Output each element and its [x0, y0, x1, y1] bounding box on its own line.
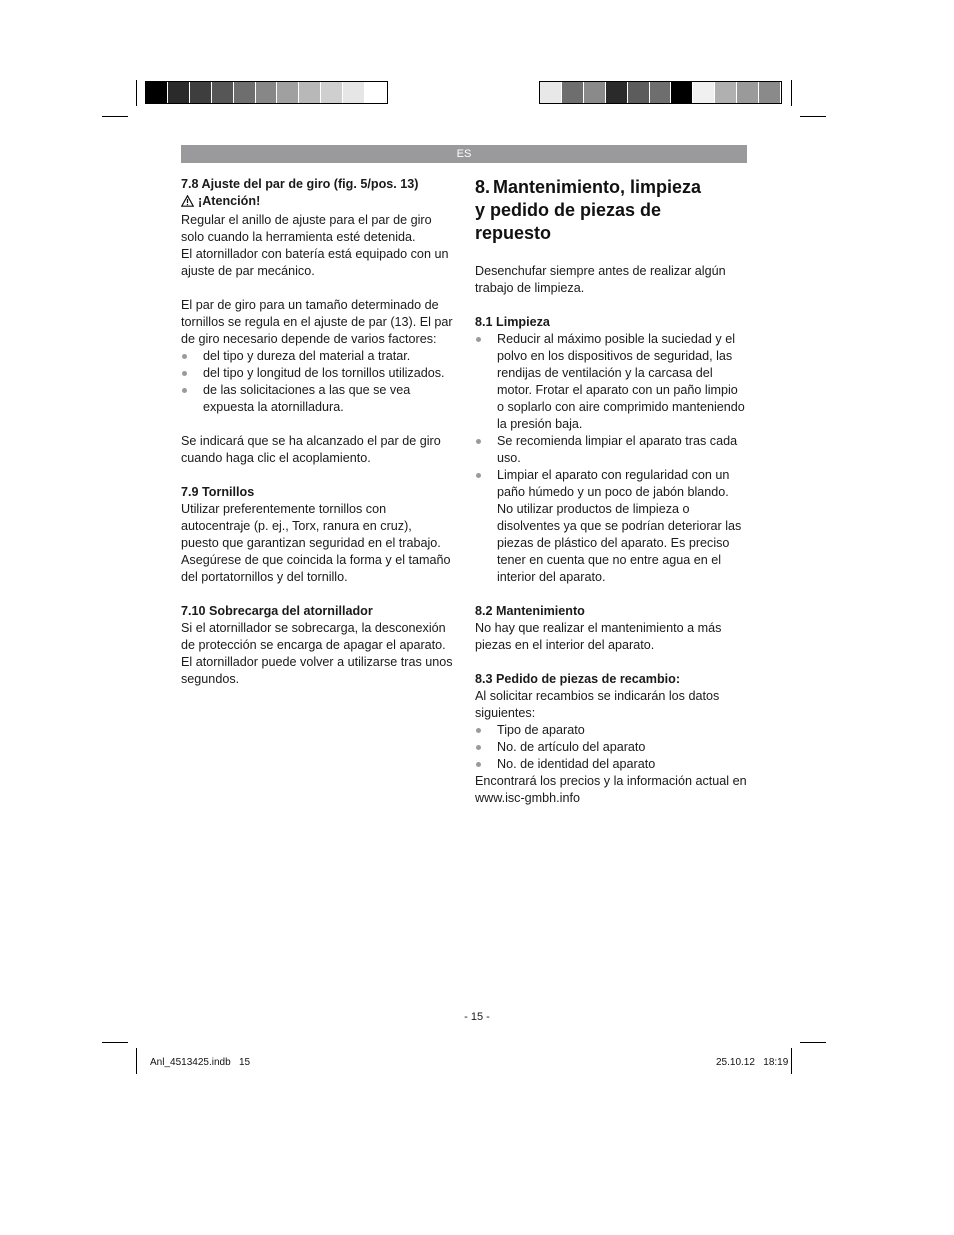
color-swatch [343, 82, 365, 103]
color-swatch [146, 82, 168, 103]
paragraph: Si el atornillador se sobrecarga, la desconexión de protección se encarga de apagar el aparato. El atornillador puede volver a utilizarse tras unos segundos. [181, 621, 453, 686]
section-8-title-line: repuesto [475, 223, 552, 243]
paragraph: Regular el anillo de ajuste para el par de giro solo cuando la herramienta esté detenida. [181, 213, 432, 244]
section-7-8-title: 7.8 Ajuste del par de giro (fig. 5/pos. 13) [181, 177, 419, 191]
color-swatch [650, 82, 672, 103]
crop-mark [791, 1048, 792, 1074]
crop-mark [136, 80, 137, 106]
list-item: del tipo y dureza del material a tratar. [181, 348, 453, 365]
color-swatch [606, 82, 628, 103]
color-swatch [540, 82, 562, 103]
color-swatch [299, 82, 321, 103]
color-swatch [715, 82, 737, 103]
color-swatch [190, 82, 212, 103]
color-swatch [584, 82, 606, 103]
paragraph: Al solicitar recambios se indicarán los datos siguientes: [475, 689, 720, 720]
section-8-heading [475, 176, 747, 245]
color-calibration-bar-left [145, 81, 388, 104]
color-swatch [277, 82, 299, 103]
color-swatch [365, 82, 387, 103]
section-8-3-title: 8.3 Pedido de piezas de recambio: [475, 672, 681, 686]
left-column [181, 176, 453, 688]
crop-mark [800, 116, 826, 117]
warning-line [181, 193, 453, 212]
color-swatch [628, 82, 650, 103]
crop-mark [102, 116, 128, 117]
footer-date-info: 25.10.12 18:19 [716, 1057, 789, 1068]
color-swatch [737, 82, 759, 103]
color-swatch [168, 82, 190, 103]
color-swatch [693, 82, 715, 103]
crop-mark [791, 80, 792, 106]
section-8-1-title: 8.1 Limpieza [475, 315, 550, 329]
section-7-9-title: 7.9 Tornillos [181, 485, 255, 499]
list-item: Tipo de aparato [475, 722, 747, 739]
color-swatch [234, 82, 256, 103]
warning-label: ¡Atención! [198, 194, 261, 208]
section-8-number: 8. [475, 177, 491, 197]
color-swatch [212, 82, 234, 103]
list-item: No. de artículo del aparato [475, 739, 747, 756]
list-item: Se recomienda limpiar el aparato tras cada uso. [475, 433, 747, 467]
section-7-10-title: 7.10 Sobrecarga del atornillador [181, 604, 373, 618]
list-item: No. de identidad del aparato [475, 756, 747, 773]
crop-mark [102, 1042, 128, 1043]
color-swatch [321, 82, 343, 103]
footer-file-info: Anl_4513425.indb 15 [150, 1057, 251, 1068]
color-swatch [562, 82, 584, 103]
right-column [475, 176, 747, 807]
list-item: Reducir al máximo posible la suciedad y el polvo en los dispositivos de seguridad, las rendijas de ventilación y la carcasa del motor. Frotar el aparato con un paño limpio o soplarlo con aire comprimido manteniendo la presión baja. [475, 331, 747, 433]
color-calibration-bar-right [539, 81, 782, 104]
page-number: - 15 - [464, 1011, 490, 1023]
warning-triangle-icon [181, 195, 194, 212]
list-item: del tipo y longitud de los tornillos utilizados. [181, 365, 453, 382]
language-header-bar [181, 145, 747, 163]
paragraph: Encontrará los precios y la información actual en www.isc-gmbh.info [475, 774, 747, 805]
section-8-2-title: 8.2 Mantenimiento [475, 604, 585, 618]
color-swatch [671, 82, 693, 103]
paragraph: Se indicará que se ha alcanzado el par de giro cuando haga clic el acoplamiento. [181, 434, 441, 465]
paragraph: No hay que realizar el mantenimiento a más piezas en el interior del aparato. [475, 621, 722, 652]
color-swatch [759, 82, 781, 103]
crop-mark [800, 1042, 826, 1043]
list-item: Limpiar el aparato con regularidad con un paño húmedo y un poco de jabón blando. No utilizar productos de limpieza o disolventes ya que se podrían deteriorar las piezas de plástico del aparato. Es preciso tener en cuenta que no entre agua en el interior del aparato. [475, 467, 747, 586]
paragraph: Utilizar preferentemente tornillos con autocentraje (p. ej., Torx, ranura en cruz), puesto que garantizan seguridad en el trabajo. Asegúrese de que coincida la forma y el tamaño del portatornillos y del tornillo. [181, 502, 451, 584]
list-item: de las solicitaciones a las que se vea expuesta la atornilladura. [181, 382, 453, 416]
paragraph: El par de giro para un tamaño determinado de tornillos se regula en el ajuste de par (13). El par de giro necesario depende de varios factores: [181, 298, 453, 346]
language-label: ES [456, 148, 472, 160]
paragraph: Desenchufar siempre antes de realizar algún trabajo de limpieza. [475, 264, 726, 295]
color-swatch [256, 82, 278, 103]
section-8-title-line: y pedido de piezas de [475, 200, 662, 220]
section-8-title-line: Mantenimiento, limpieza [493, 177, 702, 197]
paragraph: El atornillador con batería está equipado con un ajuste de par mecánico. [181, 247, 449, 278]
crop-mark [136, 1048, 137, 1074]
